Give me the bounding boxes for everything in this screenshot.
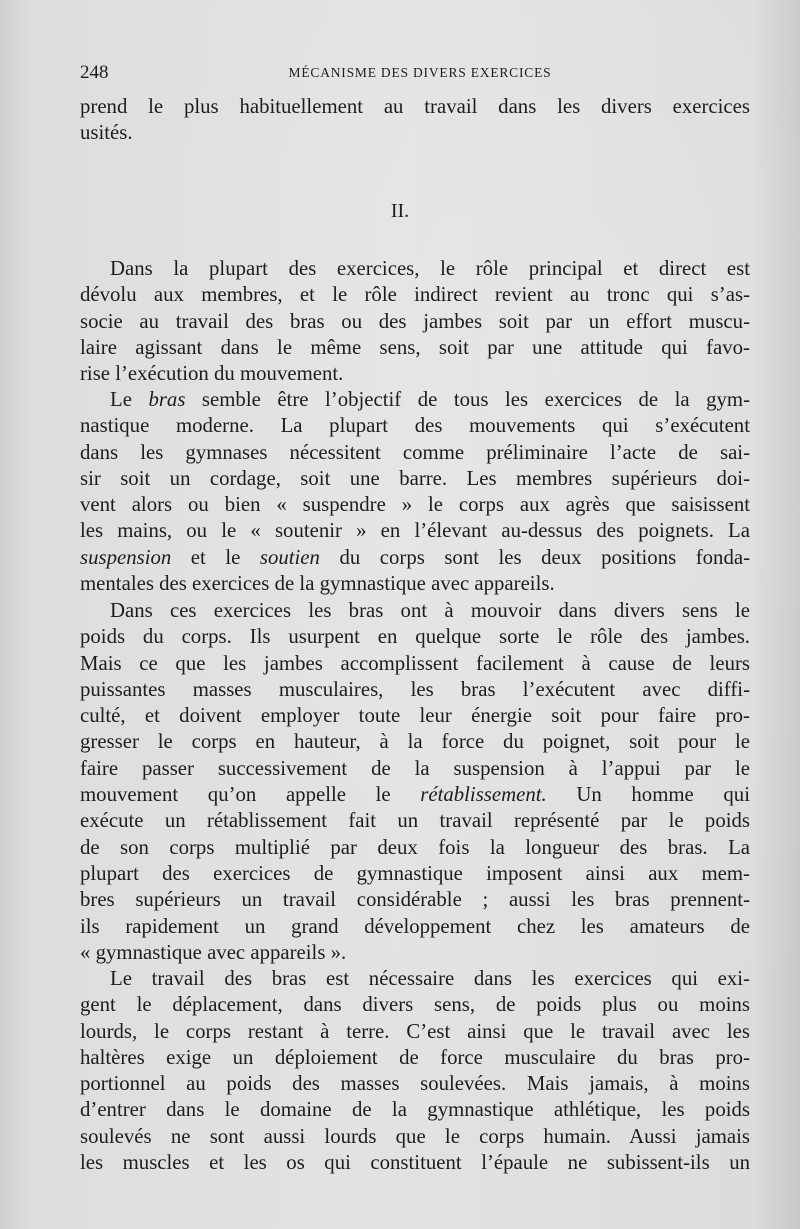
- section-number: II.: [390, 200, 410, 222]
- text-line: les mains, ou le « soutenir » en l’élevant au-dessus des poignets. La: [80, 519, 750, 543]
- text-line: de son corps multiplié par deux fois la longueur des bras. La: [80, 835, 750, 859]
- text-line: nastique moderne. La plupart des mouvements qui s’exécutent: [80, 414, 750, 438]
- text-line: bres supérieurs un travail considérable ; aussi les bras prennent-: [80, 888, 750, 912]
- text-line: « gymnastique avec appareils ».: [80, 940, 347, 964]
- text-line: vent alors ou bien « suspendre » le corps aux agrès que saisissent: [80, 493, 750, 517]
- text-line: portionnel au poids des masses soulevées. Mais jamais, à moins: [80, 1072, 750, 1096]
- text-line: haltères exige un déploiement de force musculaire du bras pro-: [80, 1045, 750, 1069]
- emphasis: bras: [148, 388, 186, 411]
- paragraph-1: [80, 256, 750, 387]
- text-line: Le travail des bras est nécessaire dans les exercices qui exi-: [110, 967, 750, 990]
- emphasis: soutien: [259, 545, 320, 569]
- text-line: soulevés ne sont aussi lourds que le corps humain. Aussi jamais: [80, 1124, 750, 1148]
- text-line: prend le plus habituellement au travail dans les divers exercices: [80, 95, 750, 118]
- paragraph-2: [80, 387, 750, 597]
- text-line: gent le déplacement, dans divers sens, de poids plus ou moins: [80, 993, 750, 1017]
- text-line: culté, et doivent employer toute leur énergie soit pour faire pro-: [80, 704, 750, 728]
- text-line: Mais ce que les jambes accomplissent facilement à cause de leurs: [80, 651, 750, 675]
- text-line: Le bras semble être l’objectif de tous les exercices de la gym-: [110, 388, 750, 411]
- text-line: usités.: [80, 121, 133, 145]
- running-head: [80, 62, 750, 86]
- text-line: exécute un rétablissement fait un travail représenté par le poids: [80, 809, 750, 833]
- text-line: sir soit un cordage, soit une barre. Les membres supérieurs doi-: [80, 466, 750, 490]
- text-line: poids du corps. Ils usurpent en quelque sorte le rôle des jambes.: [80, 625, 750, 649]
- text-line: gresser le corps en hauteur, à la force du poignet, soit pour le: [80, 730, 750, 754]
- paragraph-3: [80, 598, 750, 966]
- text-line: puissantes masses musculaires, les bras l’exécutent avec diffi-: [80, 677, 750, 701]
- text-line: dans les gymnases nécessitent comme préliminaire l’acte de sai-: [80, 440, 750, 464]
- text-line: Dans la plupart des exercices, le rôle principal et direct est: [110, 257, 750, 280]
- text-line: socie au travail des bras ou des jambes soit par un effort muscu-: [80, 309, 750, 333]
- text-line: dévolu aux membres, et le rôle indirect revient au tronc qui s’as-: [80, 283, 750, 307]
- text-line: rise l’exécution du mouvement.: [80, 362, 344, 386]
- text-line: laire agissant dans le même sens, soit par une attitude qui favo-: [80, 335, 750, 359]
- text-line: faire passer successivement de la suspension à l’appui par le: [80, 756, 750, 780]
- paragraph-4: [80, 966, 750, 1176]
- emphasis: suspension: [80, 545, 172, 569]
- continuation-text: [80, 94, 750, 147]
- running-title: MÉCANISME DES DIVERS EXERCICES: [288, 65, 552, 80]
- page-number: 248: [80, 62, 109, 83]
- text-line: mouvement qu’on appelle le rétablissement. Un homme qui: [80, 783, 750, 807]
- text-line: lourds, le corps restant à terre. C’est ainsi que le travail avec les: [80, 1019, 750, 1043]
- text-line: d’entrer dans le domaine de la gymnastique athlétique, les poids: [80, 1098, 750, 1122]
- text-line: mentales des exercices de la gymnastique avec appareils.: [80, 572, 555, 596]
- text-line: suspension et le soutien du corps sont les deux positions fonda-: [80, 545, 750, 569]
- emphasis: rétablissement.: [420, 783, 547, 807]
- text-line: plupart des exercices de gymnastique imposent ainsi aux mem-: [80, 861, 750, 885]
- text-line: ils rapidement un grand développement chez les amateurs de: [80, 914, 750, 938]
- text-line: les muscles et les os qui constituent l’épaule ne subissent-ils un: [80, 1151, 750, 1175]
- text-line: Dans ces exercices les bras ont à mouvoir dans divers sens le: [110, 599, 750, 622]
